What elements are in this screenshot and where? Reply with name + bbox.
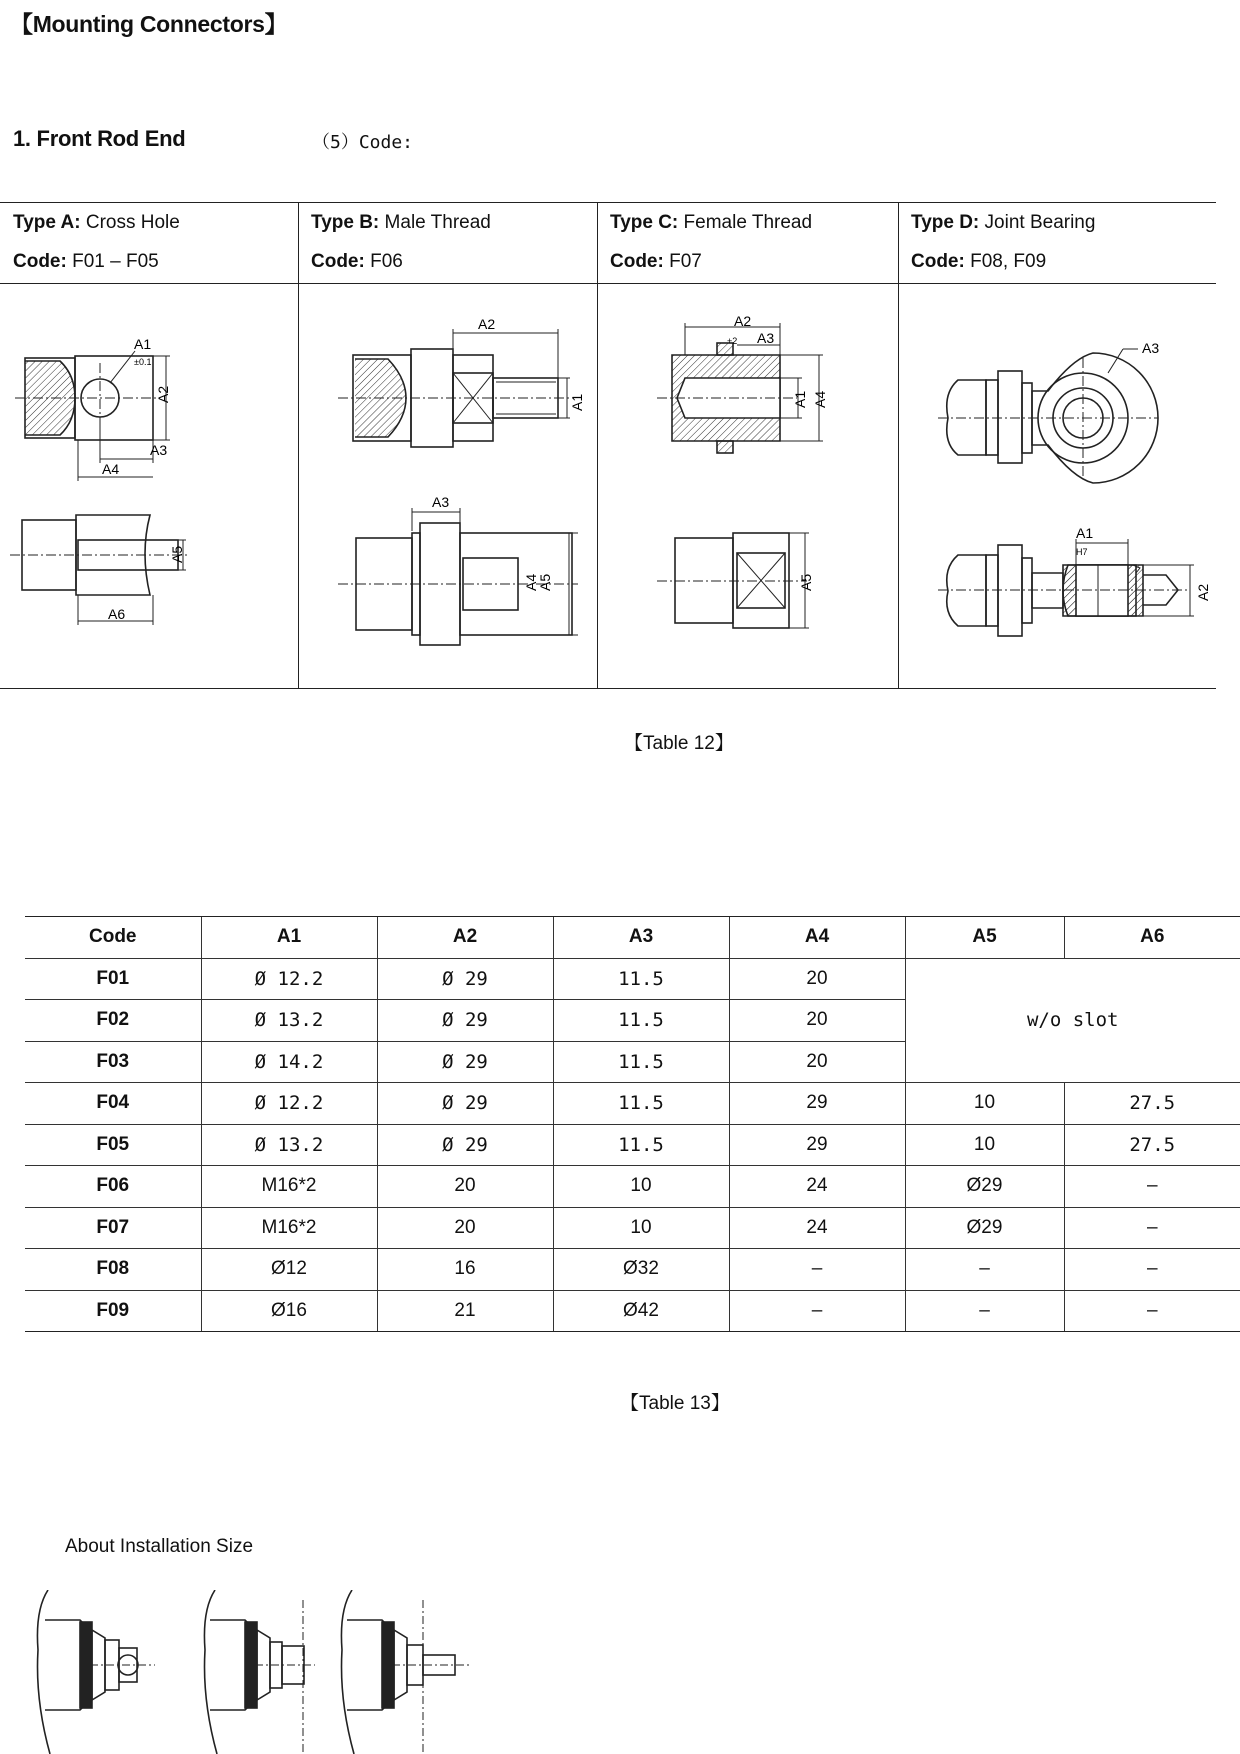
installation-size-drawings [30, 1590, 500, 1754]
cell-code: F04 [25, 1083, 201, 1125]
cell-a2: 16 [377, 1249, 553, 1291]
dim-a1: A1 [1076, 525, 1094, 541]
connector-type-grid [0, 202, 1216, 689]
type-c-code-label: Code: [610, 251, 664, 272]
cell-a2: Ø 29 [377, 958, 553, 1000]
table-13-caption: 【Table 13】 [620, 1393, 730, 1414]
section-title: 1. Front Rod End [13, 126, 186, 151]
table-12-caption: 【Table 12】 [624, 733, 734, 754]
dim-a4: A4 [523, 573, 539, 591]
cell-a3: 11.5 [553, 1083, 729, 1125]
dim-tolerance: ±0.1 [134, 357, 152, 367]
cell-a5: Ø29 [905, 1166, 1064, 1208]
header-code: Code [25, 917, 201, 959]
cell-a1: Ø 13.2 [201, 1000, 377, 1042]
dim-a6: A6 [108, 606, 126, 622]
cell-a2: Ø 29 [377, 1000, 553, 1042]
cell-a3: Ø32 [553, 1249, 729, 1291]
dim-a2: A2 [478, 316, 496, 332]
type-a-code-label: Code: [13, 251, 67, 272]
cell-a5: Ø29 [905, 1207, 1064, 1249]
cell-a5: – [905, 1249, 1064, 1291]
cell-a2: 20 [377, 1207, 553, 1249]
dim-a2: A2 [1195, 583, 1211, 601]
cell-a4: 29 [729, 1124, 905, 1166]
type-d-header [898, 203, 1216, 283]
cell-a4: 29 [729, 1083, 905, 1125]
cell-no-slot: w/o slot [905, 958, 1240, 1083]
type-a-header [0, 203, 298, 283]
dim-a3: A3 [1142, 340, 1160, 356]
header-a1: A1 [201, 917, 377, 959]
type-d-label: Type D: [911, 212, 980, 233]
dim-a1: A1 [569, 393, 585, 411]
cell-a3: 11.5 [553, 1041, 729, 1083]
cell-code: F05 [25, 1124, 201, 1166]
type-c-header [597, 203, 898, 283]
dim-a4: A4 [812, 390, 828, 408]
table-row [25, 958, 1240, 1000]
installation-size-title: About Installation Size [65, 1536, 254, 1557]
cell-code: F06 [25, 1166, 201, 1208]
cell-a4: – [729, 1249, 905, 1291]
cell-a3: 11.5 [553, 1124, 729, 1166]
code-note: （5）Code: [312, 132, 414, 153]
table-row [25, 1083, 1240, 1125]
cell-a3: 11.5 [553, 1000, 729, 1042]
dim-a2: A2 [734, 313, 752, 329]
type-b-male-thread-drawing [298, 283, 597, 688]
header-a2: A2 [377, 917, 553, 959]
type-d-name: Joint Bearing [979, 212, 1096, 233]
type-b-code-label: Code: [311, 251, 365, 272]
type-c-code: F07 [663, 251, 702, 272]
cell-a1: Ø 12.2 [201, 1083, 377, 1125]
cell-a2: 20 [377, 1166, 553, 1208]
cell-a1: Ø 12.2 [201, 958, 377, 1000]
table-row [25, 1166, 1240, 1208]
type-d-joint-bearing-drawing [898, 283, 1216, 688]
cell-a5: 10 [905, 1083, 1064, 1125]
dim-a3: A3 [432, 494, 450, 510]
dim-a1: A1 [792, 390, 808, 408]
cell-a2: 21 [377, 1290, 553, 1332]
cell-a6: – [1064, 1166, 1240, 1208]
cell-a4: 20 [729, 958, 905, 1000]
cell-code: F01 [25, 958, 201, 1000]
type-a-code: F01 – F05 [66, 251, 159, 272]
specification-table [25, 916, 1240, 1332]
cell-a1: M16*2 [201, 1207, 377, 1249]
dim-a1: A1 [134, 336, 152, 352]
header-a6: A6 [1064, 917, 1240, 959]
table-row [25, 1207, 1240, 1249]
cell-a4: 20 [729, 1000, 905, 1042]
type-c-name: Female Thread [678, 212, 813, 233]
cell-code: F09 [25, 1290, 201, 1332]
cell-a1: M16*2 [201, 1166, 377, 1208]
dim-a5: A5 [798, 573, 814, 591]
table-header-row [25, 917, 1240, 959]
cell-a6: – [1064, 1290, 1240, 1332]
cell-a6: – [1064, 1207, 1240, 1249]
type-c-female-thread-drawing [597, 283, 898, 688]
cell-a4: 24 [729, 1166, 905, 1208]
header-a5: A5 [905, 917, 1064, 959]
cell-a4: 24 [729, 1207, 905, 1249]
page-title: 【Mounting Connectors】 [10, 11, 288, 37]
table-row [25, 1249, 1240, 1291]
type-d-code-label: Code: [911, 251, 965, 272]
dim-a3: A3 [150, 442, 168, 458]
type-a-name: Cross Hole [80, 212, 180, 233]
type-a-label: Type A: [13, 212, 81, 233]
cell-code: F08 [25, 1249, 201, 1291]
cell-a6: 27.5 [1064, 1124, 1240, 1166]
cell-code: F07 [25, 1207, 201, 1249]
cell-a4: 20 [729, 1041, 905, 1083]
cell-a5: – [905, 1290, 1064, 1332]
dim-tolerance: +2 [727, 336, 738, 346]
cell-a6: 27.5 [1064, 1083, 1240, 1125]
type-d-code: F08, F09 [964, 251, 1047, 272]
table-row [25, 1124, 1240, 1166]
dim-a3: A3 [757, 330, 775, 346]
type-b-code: F06 [364, 251, 403, 272]
cell-a2: Ø 29 [377, 1041, 553, 1083]
type-b-name: Male Thread [379, 212, 491, 233]
cell-a3: 11.5 [553, 958, 729, 1000]
cell-code: F02 [25, 1000, 201, 1042]
cell-a1: Ø 14.2 [201, 1041, 377, 1083]
header-a4: A4 [729, 917, 905, 959]
cell-a1: Ø12 [201, 1249, 377, 1291]
dim-a2: A2 [155, 385, 171, 403]
cell-code: F03 [25, 1041, 201, 1083]
dim-tolerance-h7: H7 [1076, 547, 1088, 557]
dim-a5: A5 [169, 545, 185, 563]
table-row [25, 1290, 1240, 1332]
type-b-label: Type B: [311, 212, 380, 233]
cell-a2: Ø 29 [377, 1124, 553, 1166]
dim-a4: A4 [102, 461, 120, 477]
cell-a2: Ø 29 [377, 1083, 553, 1125]
type-c-label: Type C: [610, 212, 679, 233]
cell-a4: – [729, 1290, 905, 1332]
cell-a3: Ø42 [553, 1290, 729, 1332]
cell-a5: 10 [905, 1124, 1064, 1166]
type-a-cross-hole-drawing [0, 283, 298, 688]
type-b-header [298, 203, 597, 283]
cell-a3: 10 [553, 1166, 729, 1208]
header-a3: A3 [553, 917, 729, 959]
cell-a1: Ø 13.2 [201, 1124, 377, 1166]
cell-a6: – [1064, 1249, 1240, 1291]
dim-a5: A5 [537, 573, 553, 591]
cell-a3: 10 [553, 1207, 729, 1249]
cell-a1: Ø16 [201, 1290, 377, 1332]
